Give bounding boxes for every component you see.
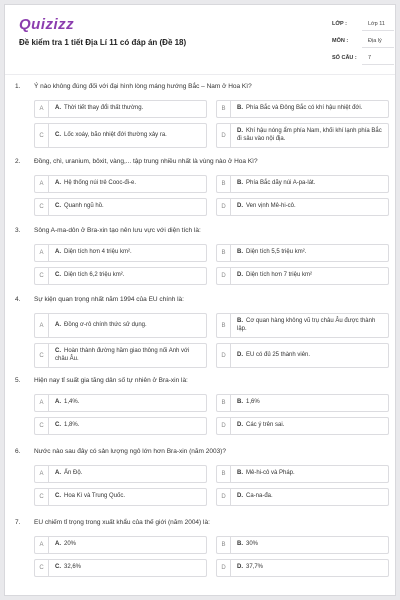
option-key: C.: [55, 422, 61, 429]
option-key: C.: [55, 131, 61, 138]
option-text: 20%: [64, 541, 77, 548]
option-key: B.: [237, 541, 243, 548]
option-b[interactable]: [216, 465, 389, 483]
option-a[interactable]: [34, 313, 207, 338]
option-key: C.: [55, 564, 61, 571]
meta-class-value: Lớp 11: [362, 18, 394, 31]
question-number: 4.: [15, 296, 21, 303]
option-b[interactable]: [216, 175, 389, 193]
option-letter: D: [217, 344, 231, 367]
option-d[interactable]: [216, 488, 389, 506]
option-key: A.: [55, 541, 61, 548]
option-d[interactable]: [216, 559, 389, 577]
question-text: Sông A-ma-dôn ở Bra-xin tạo nên lưu vực với diện tích là:: [34, 227, 201, 234]
option-a[interactable]: [34, 465, 207, 483]
option-text: EU có đủ 25 thành viên.: [246, 351, 311, 358]
option-letter: D: [217, 124, 231, 147]
option-a[interactable]: [34, 175, 207, 193]
option-text: Diện tích hơn 4 triệu km².: [64, 249, 132, 256]
option-d[interactable]: [216, 198, 389, 216]
question-number: 5.: [15, 377, 21, 384]
meta-subject-label: MÔN :: [332, 38, 349, 44]
option-d[interactable]: [216, 267, 389, 285]
option-text: Diện tích 6,2 triệu km².: [64, 272, 125, 279]
option-key: D.: [237, 128, 243, 134]
option-key: C.: [55, 493, 61, 500]
option-letter: D: [217, 489, 231, 505]
option-key: D.: [237, 564, 243, 571]
option-letter: A: [35, 176, 49, 192]
quizizz-logo: Quizizz: [19, 16, 75, 33]
option-text: 32,6%: [64, 564, 82, 571]
option-text: Ca-na-đa.: [246, 493, 273, 500]
meta-count-label: SỐ CÂU :: [332, 55, 357, 61]
option-c[interactable]: [34, 267, 207, 285]
option-letter: C: [35, 489, 49, 505]
worksheet-meta: [332, 18, 394, 69]
option-text: Phía Bắc dãy núi A-pa-lát.: [246, 180, 316, 187]
option-d[interactable]: [216, 343, 389, 368]
option-a[interactable]: [34, 100, 207, 118]
option-text: Khí hậu nóng ẩm phía Nam, khối khí lạnh phía Bắc đi sâu vào nội địa.: [237, 128, 382, 142]
option-text: Diện tích 5,5 triệu km².: [246, 249, 307, 256]
option-key: A.: [55, 180, 61, 187]
option-letter: C: [35, 344, 49, 367]
question-text: Ý nào không đúng đối với đại hình lòng máng hướng Bắc – Nam ở Hoa Kì?: [34, 83, 252, 90]
option-key: A.: [55, 470, 61, 477]
option-text: Hoàn thành đường hầm giao thông nối Anh với châu Âu.: [55, 348, 190, 362]
option-key: C.: [55, 272, 61, 279]
option-key: B.: [237, 249, 243, 256]
option-c[interactable]: [34, 417, 207, 435]
option-letter: D: [217, 268, 231, 284]
option-text: 1,4%.: [64, 399, 80, 406]
question-number: 2.: [15, 158, 21, 165]
option-letter: B: [217, 245, 231, 261]
worksheet-header: [5, 5, 395, 75]
option-letter: D: [217, 560, 231, 576]
option-text: 30%: [246, 541, 259, 548]
option-letter: A: [35, 537, 49, 553]
option-letter: B: [217, 101, 231, 117]
option-b[interactable]: [216, 536, 389, 554]
option-text: 37,7%: [246, 564, 264, 571]
option-c[interactable]: [34, 123, 207, 148]
option-text: Hệ thống núi trẻ Cooc-đi-e.: [64, 180, 137, 187]
meta-count-row: [332, 52, 394, 69]
option-key: B.: [237, 318, 243, 324]
option-text: Mê-hi-cô và Pháp.: [246, 470, 295, 477]
option-text: Quanh ngũ hồ.: [64, 203, 104, 210]
option-c[interactable]: [34, 198, 207, 216]
option-letter: D: [217, 418, 231, 434]
meta-class-row: [332, 18, 394, 35]
meta-count-value: 7: [362, 52, 394, 65]
option-text: Đồng ơ-rô chính thức sử dụng.: [64, 321, 147, 328]
option-b[interactable]: [216, 394, 389, 412]
question-text: Nước nào sau đây có sản lượng ngô lớn hơn Bra-xin (năm 2003)?: [34, 448, 226, 455]
option-letter: C: [35, 199, 49, 215]
option-key: D.: [237, 351, 243, 358]
option-key: A.: [55, 321, 61, 328]
option-key: D.: [237, 272, 243, 279]
option-a[interactable]: [34, 244, 207, 262]
option-c[interactable]: [34, 488, 207, 506]
option-b[interactable]: [216, 313, 389, 338]
option-key: B.: [237, 399, 243, 406]
worksheet-title: Đề kiểm tra 1 tiết Địa Lí 11 có đáp án (Đề 18): [19, 38, 187, 47]
option-letter: B: [217, 314, 231, 337]
option-key: B.: [237, 105, 243, 112]
option-text: Các ý trên sai.: [246, 422, 285, 429]
worksheet-page: [4, 4, 396, 596]
question-text: EU chiếm tỉ trọng trong xuất khẩu của thế giới (năm 2004) là:: [34, 519, 210, 526]
option-letter: B: [217, 395, 231, 411]
option-text: Phía Bắc và Đông Bắc có khí hậu nhiệt đới.: [246, 105, 363, 112]
option-b[interactable]: [216, 244, 389, 262]
option-c[interactable]: [34, 343, 207, 368]
option-key: D.: [237, 203, 243, 210]
option-letter: B: [217, 466, 231, 482]
option-text: Ven vịnh Mê-hi-cô.: [246, 203, 296, 210]
option-text: Diện tích hơn 7 triệu km²: [246, 272, 312, 279]
option-d[interactable]: [216, 123, 389, 148]
option-key: D.: [237, 493, 243, 500]
option-b[interactable]: [216, 100, 389, 118]
option-letter: D: [217, 199, 231, 215]
option-text: Lốc xoáy, bão nhiệt đới thường xảy ra.: [64, 131, 167, 138]
option-key: D.: [237, 422, 243, 429]
meta-class-label: LỚP :: [332, 21, 347, 27]
question-number: 7.: [15, 519, 21, 526]
question-text: Đồng, chì, uranium, bôxit, vàng,... tập trung nhiều nhất là vùng nào ở Hoa Kì?: [34, 158, 258, 165]
option-key: A.: [55, 249, 61, 256]
option-text: 1,6%: [246, 399, 260, 406]
option-a[interactable]: [34, 536, 207, 554]
option-letter: A: [35, 101, 49, 117]
option-letter: B: [217, 537, 231, 553]
option-letter: A: [35, 466, 49, 482]
question-text: Hiện nay tỉ suất gia tăng dân số tự nhiên ở Bra-xin là:: [34, 377, 188, 384]
option-d[interactable]: [216, 417, 389, 435]
question-number: 6.: [15, 448, 21, 455]
option-key: C.: [55, 348, 61, 354]
question-text: Sự kiện quan trọng nhất năm 1994 của EU chính là:: [34, 296, 184, 303]
meta-subject-value: Địa lý: [362, 35, 394, 48]
option-letter: B: [217, 176, 231, 192]
option-text: Thời tiết thay đổi thất thường.: [64, 105, 144, 112]
option-letter: C: [35, 418, 49, 434]
meta-subject-row: [332, 35, 394, 52]
option-key: C.: [55, 203, 61, 210]
option-letter: A: [35, 314, 49, 337]
option-letter: C: [35, 124, 49, 147]
option-a[interactable]: [34, 394, 207, 412]
option-letter: A: [35, 245, 49, 261]
option-key: A.: [55, 105, 61, 112]
option-key: B.: [237, 180, 243, 187]
option-text: Ấn Độ.: [64, 470, 83, 477]
option-text: Cơ quan hàng không vũ trụ châu Âu được thành lập.: [237, 318, 376, 332]
option-letter: A: [35, 395, 49, 411]
question-number: 3.: [15, 227, 21, 234]
option-key: A.: [55, 399, 61, 406]
option-c[interactable]: [34, 559, 207, 577]
option-text: 1,8%.: [64, 422, 80, 429]
question-number: 1.: [15, 83, 21, 90]
option-letter: C: [35, 560, 49, 576]
option-key: B.: [237, 470, 243, 477]
option-letter: C: [35, 268, 49, 284]
option-text: Hoa Kì và Trung Quốc.: [64, 493, 126, 500]
